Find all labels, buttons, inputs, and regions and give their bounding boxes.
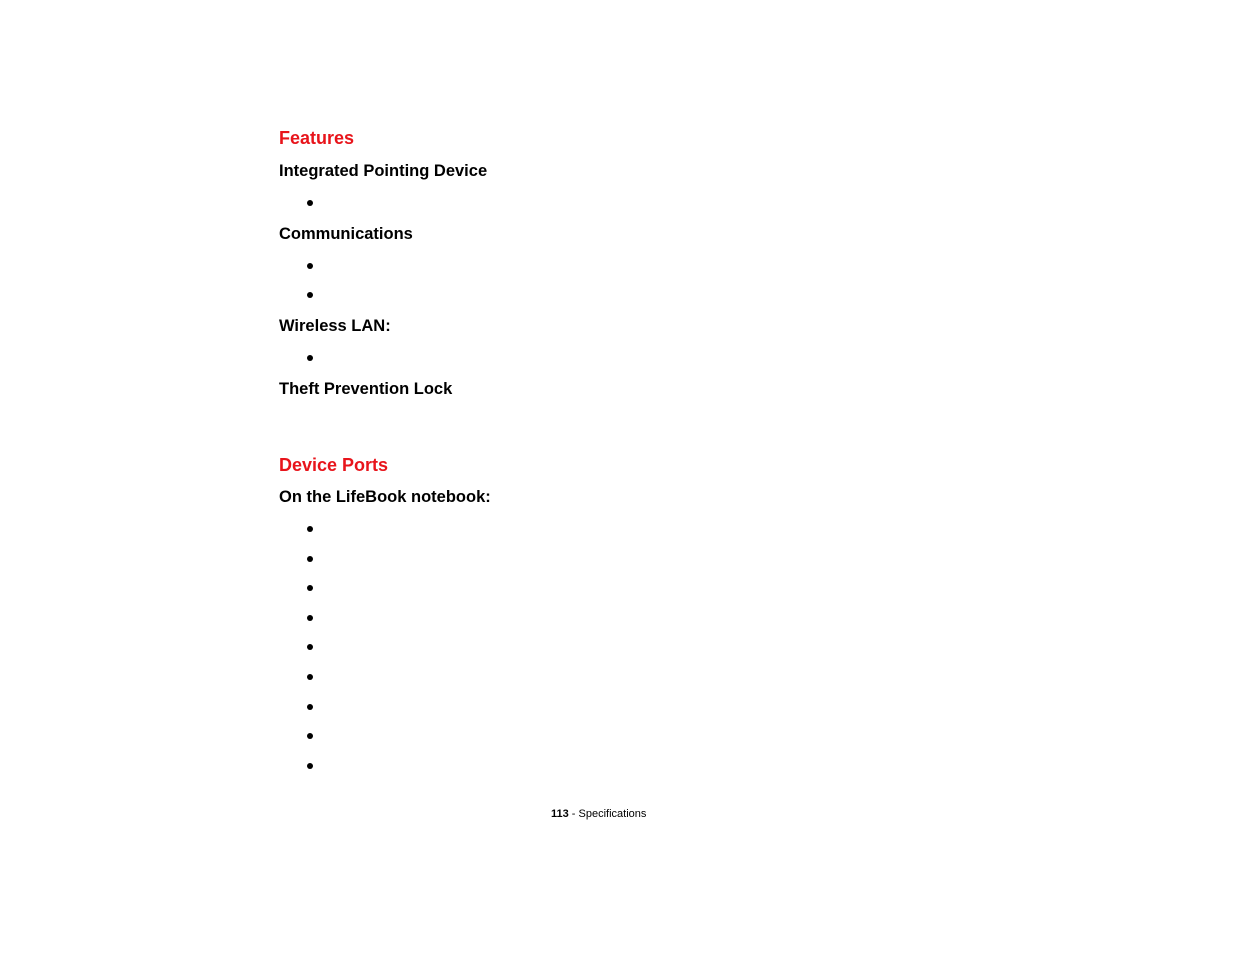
wireless-lan-heading: Wireless LAN: [279,317,391,335]
pointing-device-heading: Integrated Pointing Device [279,162,488,180]
list-bullet [307,703,315,711]
list-bullet [307,291,315,299]
list-bullet [307,584,315,592]
list-bullet [307,673,315,681]
list-bullet [307,762,315,770]
list-bullet [307,199,315,207]
list-bullet [307,525,315,533]
footer-separator: - [568,808,579,820]
list-bullet [307,643,315,651]
footer-section: Specifications [578,808,647,820]
theft-lock-heading: Theft Prevention Lock [279,380,453,398]
list-bullet [307,262,315,270]
features-heading: Features [279,128,355,148]
device-ports-heading: Device Ports [279,455,389,475]
communications-heading: Communications [279,225,413,243]
list-bullet [307,614,315,622]
list-bullet [307,555,315,563]
notebook-ports-heading: On the LifeBook notebook: [279,488,491,506]
list-bullet [307,732,315,740]
page-number: 113 [551,808,569,820]
list-bullet [307,354,315,362]
page-footer [551,808,646,821]
